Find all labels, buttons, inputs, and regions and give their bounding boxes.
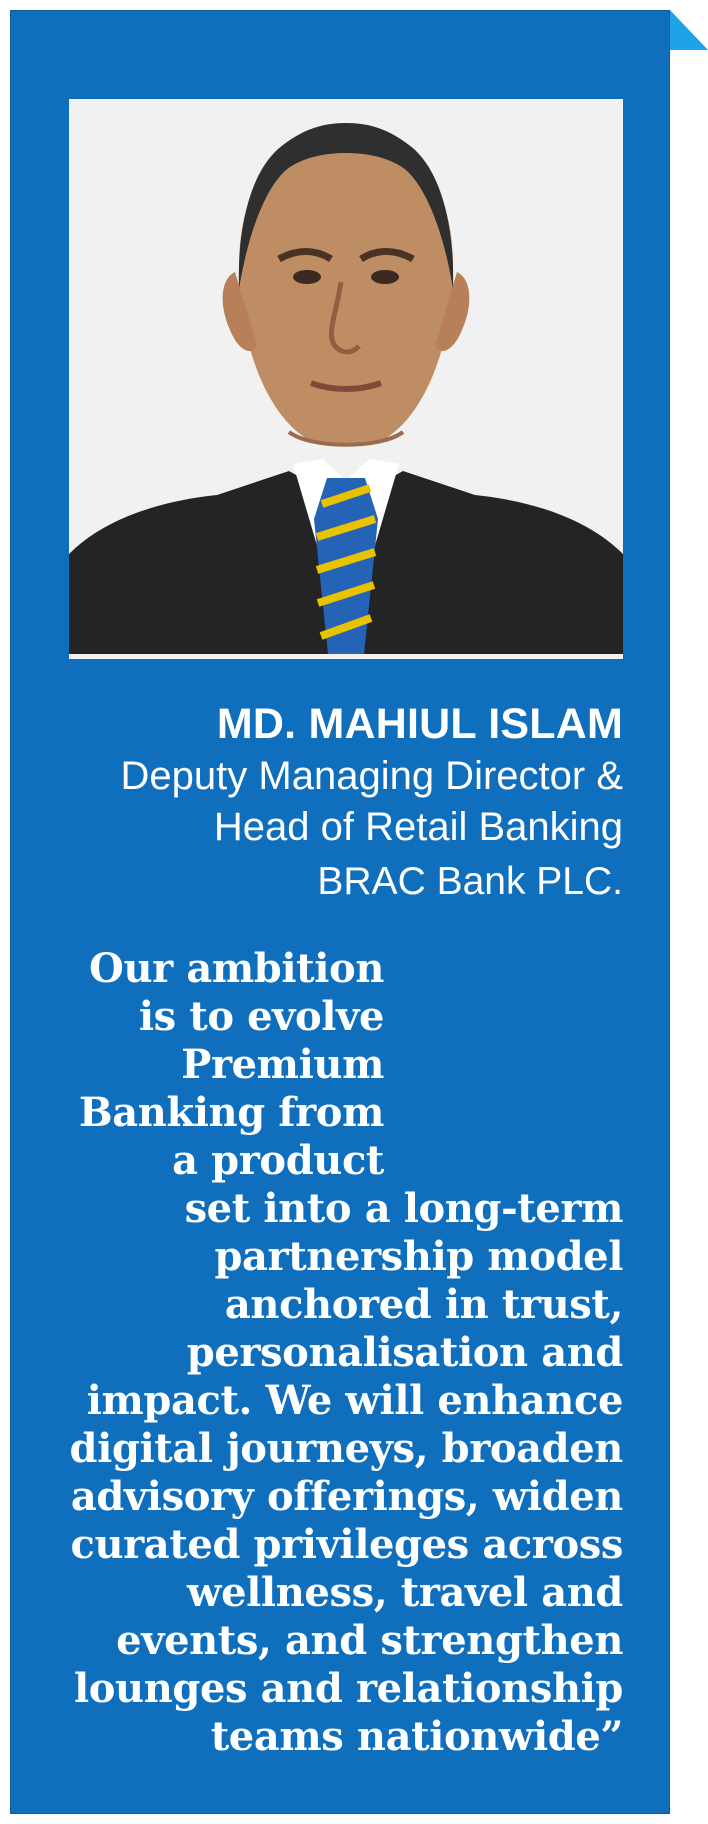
- portrait-illustration: [69, 99, 623, 659]
- quote-line-2: is to evolve: [138, 993, 384, 1040]
- quote-line-11: digital journeys, broaden: [69, 1425, 623, 1472]
- quote-line-3: Premium: [181, 1041, 384, 1088]
- profile-info: [69, 697, 623, 907]
- quote-line-13: curated privileges across: [70, 1521, 623, 1568]
- quote-line-16: lounges and relationship: [73, 1665, 623, 1712]
- quote-line-12: advisory offerings, widen: [70, 1473, 623, 1520]
- person-title-line-1: Deputy Managing Director &: [120, 754, 623, 798]
- quote-line-9: personalisation and: [186, 1329, 623, 1376]
- person-title-line-2: Head of Retail Banking: [213, 805, 623, 849]
- person-name: MD. MAHIUL ISLAM: [216, 700, 623, 748]
- quote-line-6: set into a long-term: [184, 1185, 623, 1232]
- quote-line-5: a product: [172, 1137, 384, 1184]
- company-name: BRAC Bank PLC.: [317, 860, 623, 903]
- portrait-photo: [69, 99, 623, 659]
- quote-line-8: anchored in trust,: [224, 1281, 623, 1328]
- quote-line-17: teams nationwide”: [210, 1713, 623, 1760]
- quote-line-14: wellness, travel and: [187, 1569, 623, 1616]
- quote-line-7: partnership model: [214, 1233, 623, 1280]
- profile-panel: [10, 10, 670, 1814]
- quote-line-1: Our ambition: [89, 945, 384, 992]
- quote-line-4: Banking from: [78, 1089, 384, 1136]
- quote-line-15: events, and strengthen: [116, 1617, 623, 1664]
- quote-line-10: impact. We will enhance: [86, 1377, 623, 1424]
- corner-tab-icon: [670, 10, 708, 50]
- quote-block: [69, 945, 623, 1761]
